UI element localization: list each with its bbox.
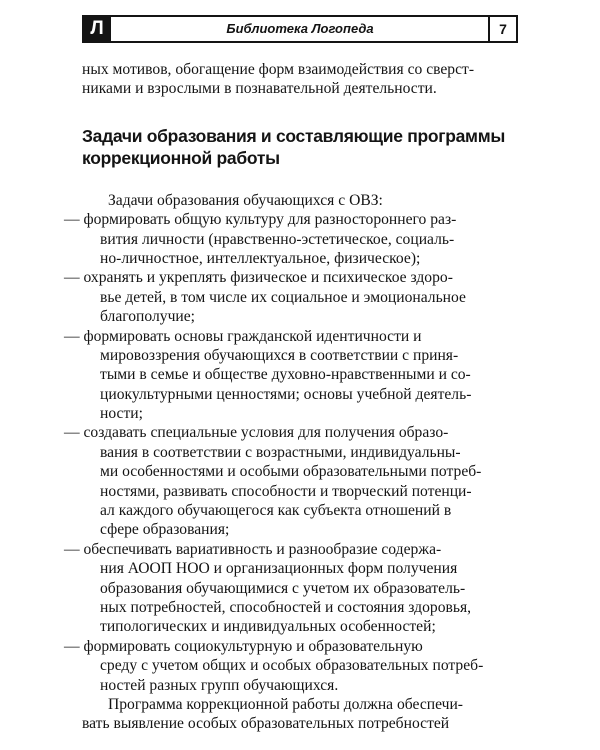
text-line: среду с учетом общих и особых образовательных потреб- — [100, 657, 484, 675]
text-line: ми особенностями и особыми образовательными потреб- — [100, 463, 482, 481]
text-line: ных мотивов, обогащение форм взаимодействия со сверст- — [82, 61, 475, 78]
text-line: ности; — [100, 405, 143, 423]
heading-line: коррекционной работы — [82, 147, 280, 168]
task-list — [64, 210, 518, 695]
text-line: Программа коррекционной работы должна обеспечи- — [108, 695, 464, 713]
page-body — [64, 60, 518, 734]
text-line: ных потребностей, способностей и состояния здоровья, — [100, 598, 472, 616]
closing-paragraph — [82, 695, 518, 734]
text-line: вания в соответствии с возрастными, индивидуальны- — [100, 443, 461, 461]
text-line: вье детей, в том числе их социальное и эмоциональное — [100, 288, 466, 306]
text-line: ностей разных групп обучающихся. — [100, 676, 339, 694]
lead-paragraph — [82, 191, 518, 210]
library-logo: Л — [83, 16, 111, 42]
text-line: — охранять и укреплять физическое и психическое здоро- — [64, 269, 453, 287]
text-line: вития личности (нравственно-эстетическое, социаль- — [100, 230, 455, 248]
text-line: ал каждого обучающегося как субъекта отношений в — [100, 502, 452, 520]
text-line: Задачи образования обучающихся с ОВЗ: — [108, 191, 383, 209]
list-item — [64, 327, 518, 424]
text-line: — обеспечивать вариативность и разнообразие содержа- — [64, 540, 442, 558]
list-item — [64, 423, 518, 539]
list-item — [64, 210, 518, 268]
header-title: Библиотека Логопеда — [226, 21, 374, 36]
list-item — [64, 540, 518, 637]
text-line: тыми в семье и обществе духовно-нравственными и со- — [100, 366, 471, 384]
text-line: образования обучающимися с учетом их образователь- — [100, 579, 466, 597]
page-number: 7 — [488, 17, 516, 41]
text-line: вать выявление особых образовательных потребностей — [82, 715, 450, 733]
list-item — [64, 637, 518, 695]
text-line: — формировать общую культуру для разностороннего раз- — [64, 211, 457, 229]
text-line: — формировать социокультурную и образовательную — [64, 637, 423, 655]
text-line: — создавать специальные условия для получения образо- — [64, 424, 449, 442]
heading-line: Задачи образования и составляющие программы — [82, 125, 505, 146]
running-header — [82, 15, 518, 43]
text-line: типологических и индивидуальных особенностей; — [100, 618, 436, 636]
text-line: сфере образования; — [100, 521, 230, 539]
list-item — [64, 268, 518, 326]
text-line: ностями, развивать способности и творческий потенци- — [100, 482, 472, 500]
text-line: благополучие; — [100, 308, 196, 326]
intro-paragraph — [82, 60, 518, 99]
text-line: — формировать основы гражданской идентичности и — [64, 327, 422, 345]
text-line: никами и взрослыми в познавательной деятельности. — [82, 80, 437, 98]
text-line: но-личностное, интеллектуальное, физическое); — [100, 249, 421, 267]
text-line: циокультурными ценностями; основы учебной деятель- — [100, 385, 472, 403]
section-heading — [82, 125, 518, 169]
text-line: мировоззрения обучающихся в соответствии с приня- — [100, 346, 459, 364]
text-line: ния АООП НОО и организационных форм получения — [100, 560, 458, 578]
